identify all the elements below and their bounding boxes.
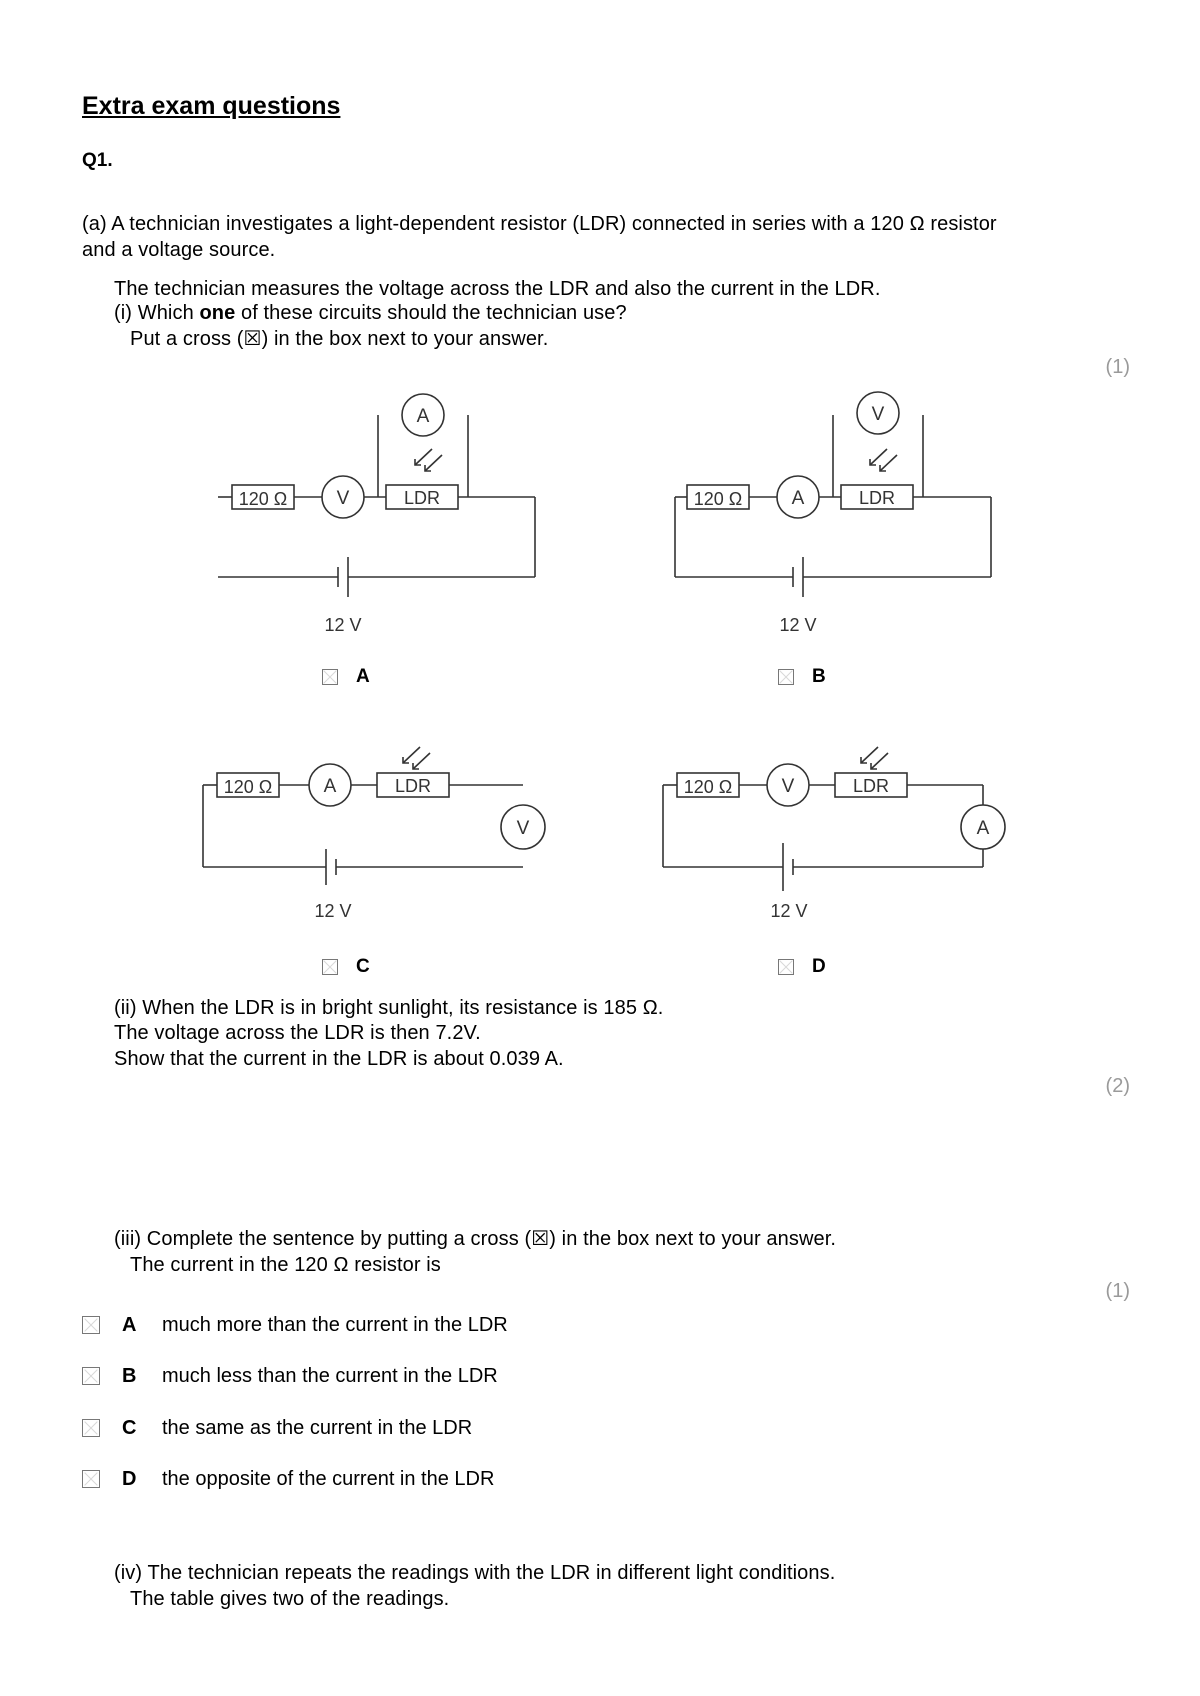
resistor-label: 120 Ω [693, 489, 743, 509]
part-a-intro-line1: (a) A technician investigates a light-dependent resistor (LDR) connected in series with a 120 Ω resistor [82, 213, 997, 235]
option-d-checkbox[interactable] [778, 959, 794, 975]
voltage-label: 12 V [314, 901, 352, 921]
option-b-label: B [812, 666, 826, 687]
ldr-label: LDR [852, 776, 890, 796]
ldr-label: LDR [858, 488, 896, 508]
question-i [114, 301, 627, 325]
resistor-label: 120 Ω [238, 489, 288, 509]
answer-a-letter: A [122, 1314, 137, 1336]
voltmeter-symbol: V [781, 776, 795, 797]
answer-a-text: much more than the current in the LDR [162, 1314, 508, 1336]
answer-c-text: the same as the current in the LDR [162, 1417, 473, 1439]
answer-c-checkbox[interactable] [82, 1419, 100, 1437]
part-a-intro-line2: and a voltage source. [82, 239, 276, 261]
answer-c-letter: C [122, 1417, 137, 1439]
cross-instruction: Put a cross (☒) in the box next to your answer. [130, 328, 549, 350]
circuit-diagram-a [210, 385, 550, 635]
answer-b-text: much less than the current in the LDR [162, 1365, 498, 1387]
ammeter-symbol: A [976, 818, 990, 839]
part-a-measure-line: The technician measures the voltage across the LDR and also the current in the LDR. [114, 278, 881, 300]
page-title: Extra exam questions [82, 92, 341, 120]
ldr-label: LDR [394, 776, 432, 796]
answer-option-a[interactable] [82, 1314, 682, 1338]
marks-iii: (1) [1105, 1280, 1130, 1302]
option-b-checkbox[interactable] [778, 669, 794, 685]
ammeter-symbol: A [323, 776, 337, 797]
answer-b-letter: B [122, 1365, 137, 1387]
answer-option-c[interactable] [82, 1417, 682, 1441]
option-c-label: C [356, 956, 370, 977]
option-a-label: A [356, 666, 370, 687]
part-ii-line1: (ii) When the LDR is in bright sunlight, its resistance is 185 Ω. [114, 997, 664, 1019]
circuit-diagram-d [655, 735, 1015, 950]
option-a-checkbox[interactable] [322, 669, 338, 685]
part-ii-line3: Show that the current in the LDR is about 0.039 A. [114, 1048, 564, 1070]
resistor-label: 120 Ω [683, 777, 733, 797]
answer-b-checkbox[interactable] [82, 1367, 100, 1385]
answer-option-d[interactable] [82, 1468, 682, 1492]
part-ii-line2: The voltage across the LDR is then 7.2V. [114, 1022, 481, 1044]
circuit-diagram-c [195, 735, 555, 950]
voltage-label: 12 V [779, 615, 817, 635]
answer-d-text: the opposite of the current in the LDR [162, 1468, 495, 1490]
voltage-label: 12 V [770, 901, 808, 921]
circuit-diagram-b [665, 385, 1005, 635]
part-iv-line2: The table gives two of the readings. [130, 1588, 450, 1610]
option-c-checkbox[interactable] [322, 959, 338, 975]
ldr-label: LDR [403, 488, 441, 508]
question-i-bold: one [199, 302, 236, 324]
ammeter-symbol: A [791, 488, 805, 509]
answer-a-checkbox[interactable] [82, 1316, 100, 1334]
voltmeter-symbol: V [871, 404, 885, 425]
question-i-prefix: (i) Which [114, 302, 200, 324]
part-iv-line1: (iv) The technician repeats the readings with the LDR in different light conditions. [114, 1562, 836, 1584]
ammeter-symbol: A [416, 406, 430, 427]
question-number: Q1. [82, 150, 113, 171]
question-i-suffix: of these circuits should the technician use? [235, 302, 627, 324]
marks-ii: (2) [1105, 1075, 1130, 1097]
marks-i: (1) [1105, 356, 1130, 378]
part-iii-line2: The current in the 120 Ω resistor is [130, 1254, 441, 1276]
answer-option-b[interactable] [82, 1365, 682, 1389]
resistor-label: 120 Ω [223, 777, 273, 797]
option-d-label: D [812, 956, 826, 977]
voltmeter-symbol: V [516, 818, 530, 839]
voltmeter-symbol: V [336, 488, 350, 509]
voltage-label: 12 V [324, 615, 362, 635]
answer-d-letter: D [122, 1468, 137, 1490]
part-iii-line1: (iii) Complete the sentence by putting a cross (☒) in the box next to your answer. [114, 1228, 837, 1250]
answer-d-checkbox[interactable] [82, 1470, 100, 1488]
